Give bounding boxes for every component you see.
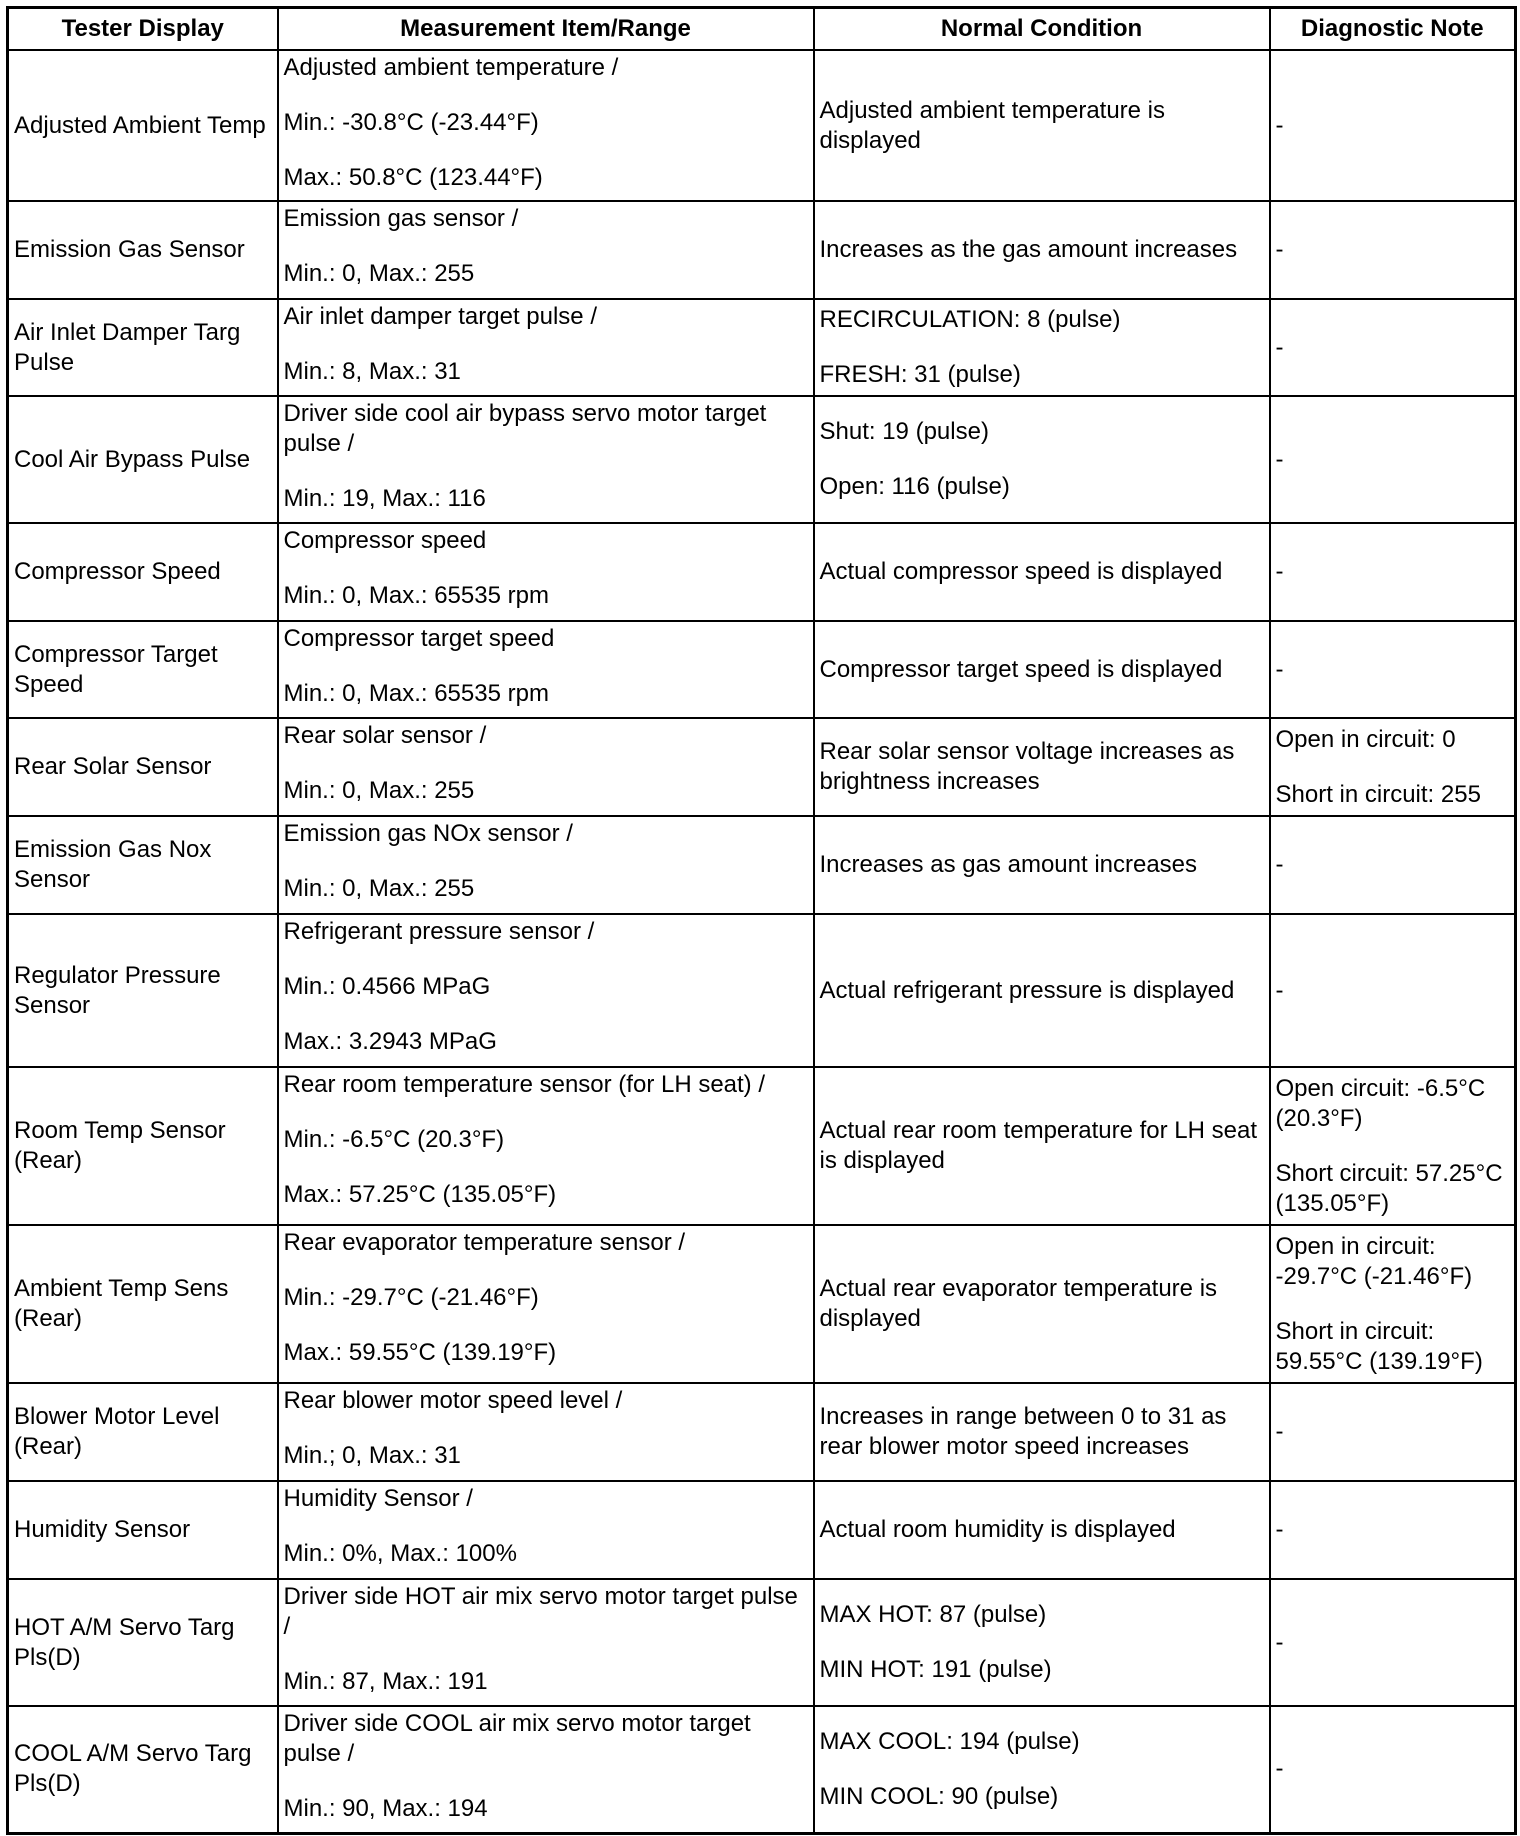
cell-measurement-line: Refrigerant pressure sensor / — [283, 918, 595, 945]
cell-diagnostic-note-line: Open in circuit: 0 — [1275, 725, 1456, 753]
cell-measurement — [278, 718, 814, 816]
cell-diagnostic-note — [1270, 1225, 1516, 1383]
cell-normal-condition-line: Increases in range between 0 to 31 as rear blower motor speed increases — [819, 1403, 1227, 1460]
cell-measurement-line: Min.: 8, Max.: 31 — [283, 358, 461, 385]
cell-measurement-line: Min.: 0, Max.: 255 — [283, 875, 475, 902]
table-row — [8, 1383, 1516, 1481]
table-row — [8, 1706, 1516, 1833]
cell-measurement-line: Compressor target speed — [283, 625, 555, 652]
table-row — [8, 396, 1516, 523]
cell-diagnostic-note — [1270, 50, 1516, 201]
table-row — [8, 1481, 1516, 1579]
cell-diagnostic-note — [1270, 718, 1516, 816]
table-row — [8, 816, 1516, 914]
cell-measurement-line: Min.: 90, Max.: 194 — [283, 1795, 488, 1822]
spec-table — [6, 6, 1517, 1835]
cell-diagnostic-note-line: - — [1275, 111, 1284, 139]
cell-measurement — [278, 1067, 814, 1225]
cell-normal-condition-line: MAX HOT: 87 (pulse) — [819, 1601, 1047, 1628]
cell-tester-display: Rear Solar Sensor — [8, 718, 278, 816]
cell-normal-condition-line: MAX COOL: 194 (pulse) — [819, 1727, 1080, 1755]
cell-normal-condition-line: FRESH: 31 (pulse) — [819, 361, 1021, 388]
header-tester-display: Tester Display — [8, 8, 278, 51]
cell-measurement — [278, 1383, 814, 1481]
cell-measurement-line: Min.: 0, Max.: 65535 rpm — [283, 680, 549, 707]
cell-normal-condition — [814, 396, 1270, 523]
cell-normal-condition — [814, 1481, 1270, 1579]
table-row — [8, 914, 1516, 1067]
cell-normal-condition-line: Actual refrigerant pressure is displayed — [819, 976, 1235, 1004]
cell-diagnostic-note-line: Short in circuit: 59.55°C (139.19°F) — [1275, 1317, 1483, 1375]
cell-normal-condition — [814, 1225, 1270, 1383]
cell-tester-display: Emission Gas Nox Sensor — [8, 816, 278, 914]
cell-measurement — [278, 50, 814, 201]
cell-normal-condition — [814, 1067, 1270, 1225]
cell-diagnostic-note-line: Open circuit: -6.5°C (20.3°F) — [1275, 1074, 1486, 1132]
cell-measurement-line: Max.: 50.8°C (123.44°F) — [283, 164, 543, 191]
cell-diagnostic-note — [1270, 1579, 1516, 1706]
table-row — [8, 1225, 1516, 1383]
cell-measurement-line: Air inlet damper target pulse / — [283, 303, 597, 330]
cell-normal-condition-line: Actual rear room temperature for LH seat is displayed — [819, 1117, 1258, 1174]
cell-measurement-line: Min.: 0, Max.: 65535 rpm — [283, 582, 549, 609]
cell-diagnostic-note-line: - — [1275, 236, 1284, 263]
cell-diagnostic-note-line: - — [1275, 1418, 1284, 1445]
cell-normal-condition-line: Actual compressor speed is displayed — [819, 558, 1223, 585]
cell-diagnostic-note — [1270, 396, 1516, 523]
cell-measurement-line: Min.: 19, Max.: 116 — [283, 485, 486, 512]
table-header — [8, 8, 1516, 51]
cell-diagnostic-note — [1270, 621, 1516, 718]
cell-diagnostic-note-line: - — [1275, 976, 1284, 1004]
cell-diagnostic-note-line: Short in circuit: 255 — [1275, 780, 1481, 808]
cell-measurement-line: Min.: -29.7°C (-21.46°F) — [283, 1284, 539, 1311]
cell-measurement-line: Max.: 57.25°C (135.05°F) — [283, 1181, 557, 1208]
cell-tester-display: COOL A/M Servo Targ Pls(D) — [8, 1706, 278, 1833]
cell-measurement — [278, 1706, 814, 1833]
cell-normal-condition-line: Increases as the gas amount increases — [819, 236, 1238, 263]
cell-normal-condition-line: Rear solar sensor voltage increases as brightness increases — [819, 738, 1235, 795]
cell-measurement — [278, 816, 814, 914]
cell-diagnostic-note-line: - — [1275, 1516, 1284, 1543]
cell-normal-condition-line: RECIRCULATION: 8 (pulse) — [819, 306, 1121, 333]
cell-measurement-line: Rear blower motor speed level / — [283, 1387, 623, 1414]
cell-tester-display: Blower Motor Level (Rear) — [8, 1383, 278, 1481]
cell-measurement-line: Max.: 59.55°C (139.19°F) — [283, 1339, 557, 1366]
cell-diagnostic-note — [1270, 816, 1516, 914]
cell-measurement — [278, 396, 814, 523]
cell-tester-display: Ambient Temp Sens (Rear) — [8, 1225, 278, 1383]
cell-normal-condition-line: Compressor target speed is displayed — [819, 655, 1223, 683]
cell-measurement-line: Min.: 0%, Max.: 100% — [283, 1540, 517, 1567]
cell-diagnostic-note — [1270, 914, 1516, 1067]
cell-tester-display: HOT A/M Servo Targ Pls(D) — [8, 1579, 278, 1706]
cell-normal-condition — [814, 50, 1270, 201]
cell-measurement-line: Emission gas NOx sensor / — [283, 820, 573, 847]
cell-diagnostic-note — [1270, 299, 1516, 396]
cell-normal-condition-line: Increases as gas amount increases — [819, 851, 1198, 878]
cell-measurement — [278, 299, 814, 396]
cell-tester-display: Compressor Speed — [8, 523, 278, 621]
table-row — [8, 621, 1516, 718]
cell-diagnostic-note-line: - — [1275, 558, 1284, 585]
cell-measurement-line: Rear room temperature sensor (for LH seat) / — [283, 1071, 766, 1098]
cell-normal-condition-line: MIN COOL: 90 (pulse) — [819, 1782, 1059, 1810]
cell-normal-condition-line: MIN HOT: 191 (pulse) — [819, 1656, 1052, 1683]
cell-measurement-line: Min.: 0, Max.: 255 — [283, 777, 475, 804]
cell-diagnostic-note — [1270, 1067, 1516, 1225]
cell-measurement — [278, 1579, 814, 1706]
cell-measurement-line: Min.: -6.5°C (20.3°F) — [283, 1126, 505, 1153]
cell-measurement-line: Min.; 0, Max.: 31 — [283, 1442, 461, 1469]
cell-measurement-line: Rear evaporator temperature sensor / — [283, 1229, 686, 1256]
cell-tester-display: Adjusted Ambient Temp — [8, 50, 278, 201]
cell-normal-condition — [814, 201, 1270, 299]
cell-normal-condition-line: Adjusted ambient temperature is displayed — [819, 96, 1166, 154]
cell-diagnostic-note-line: - — [1275, 445, 1284, 473]
cell-measurement-line: Compressor speed — [283, 527, 487, 554]
cell-measurement-line: Driver side COOL air mix servo motor target pulse / — [283, 1710, 751, 1767]
cell-normal-condition-line: Open: 116 (pulse) — [819, 473, 1010, 500]
cell-normal-condition-line: Shut: 19 (pulse) — [819, 418, 989, 445]
cell-tester-display: Humidity Sensor — [8, 1481, 278, 1579]
cell-normal-condition — [814, 718, 1270, 816]
cell-tester-display: Compressor Target Speed — [8, 621, 278, 718]
cell-measurement-line: Humidity Sensor / — [283, 1485, 473, 1512]
cell-normal-condition — [814, 621, 1270, 718]
cell-tester-display: Cool Air Bypass Pulse — [8, 396, 278, 523]
table-row — [8, 201, 1516, 299]
cell-measurement — [278, 523, 814, 621]
cell-measurement-line: Min.: 87, Max.: 191 — [283, 1668, 488, 1695]
table-row — [8, 299, 1516, 396]
cell-normal-condition — [814, 299, 1270, 396]
cell-diagnostic-note-line: Short circuit: 57.25°C (135.05°F) — [1275, 1159, 1503, 1217]
cell-diagnostic-note — [1270, 1481, 1516, 1579]
header-measurement: Measurement Item/Range — [278, 8, 814, 51]
header-row — [8, 8, 1516, 51]
header-normal-condition: Normal Condition — [814, 8, 1270, 51]
cell-normal-condition-line: Actual room humidity is displayed — [819, 1516, 1176, 1543]
cell-diagnostic-note — [1270, 523, 1516, 621]
cell-measurement-line: Emission gas sensor / — [283, 205, 519, 232]
table-row — [8, 50, 1516, 201]
cell-measurement-line: Min.: 0.4566 MPaG — [283, 973, 491, 1000]
cell-measurement — [278, 914, 814, 1067]
cell-diagnostic-note-line: Open in circuit: -29.7°C (-21.46°F) — [1275, 1232, 1473, 1290]
cell-diagnostic-note-line: - — [1275, 333, 1284, 361]
cell-normal-condition — [814, 1383, 1270, 1481]
cell-normal-condition — [814, 1706, 1270, 1833]
cell-normal-condition — [814, 816, 1270, 914]
cell-diagnostic-note-line: - — [1275, 1628, 1284, 1656]
cell-diagnostic-note — [1270, 201, 1516, 299]
cell-diagnostic-note-line: - — [1275, 851, 1284, 878]
header-diagnostic-note: Diagnostic Note — [1270, 8, 1516, 51]
cell-measurement — [278, 1225, 814, 1383]
cell-measurement-line: Adjusted ambient temperature / — [283, 54, 619, 81]
cell-measurement — [278, 1481, 814, 1579]
cell-diagnostic-note — [1270, 1706, 1516, 1833]
cell-tester-display: Regulator Pressure Sensor — [8, 914, 278, 1067]
cell-measurement-line: Min.: 0, Max.: 255 — [283, 260, 475, 287]
table-row — [8, 1067, 1516, 1225]
cell-tester-display: Emission Gas Sensor — [8, 201, 278, 299]
table-row — [8, 523, 1516, 621]
cell-tester-display: Room Temp Sensor (Rear) — [8, 1067, 278, 1225]
cell-measurement-line: Max.: 3.2943 MPaG — [283, 1028, 497, 1055]
cell-measurement-line: Driver side cool air bypass servo motor target pulse / — [283, 400, 767, 457]
cell-diagnostic-note-line: - — [1275, 1755, 1284, 1783]
cell-diagnostic-note — [1270, 1383, 1516, 1481]
cell-normal-condition — [814, 914, 1270, 1067]
cell-normal-condition — [814, 523, 1270, 621]
cell-measurement-line: Min.: -30.8°C (-23.44°F) — [283, 109, 539, 136]
cell-measurement — [278, 201, 814, 299]
cell-tester-display: Air Inlet Damper Targ Pulse — [8, 299, 278, 396]
cell-diagnostic-note-line: - — [1275, 655, 1284, 683]
cell-measurement-line: Rear solar sensor / — [283, 722, 487, 749]
cell-measurement — [278, 621, 814, 718]
cell-normal-condition — [814, 1579, 1270, 1706]
table-row — [8, 718, 1516, 816]
cell-normal-condition-line: Actual rear evaporator temperature is displayed — [819, 1275, 1218, 1332]
table-body — [8, 50, 1516, 1833]
table-row — [8, 1579, 1516, 1706]
cell-measurement-line: Driver side HOT air mix servo motor target pulse / — [283, 1583, 798, 1640]
